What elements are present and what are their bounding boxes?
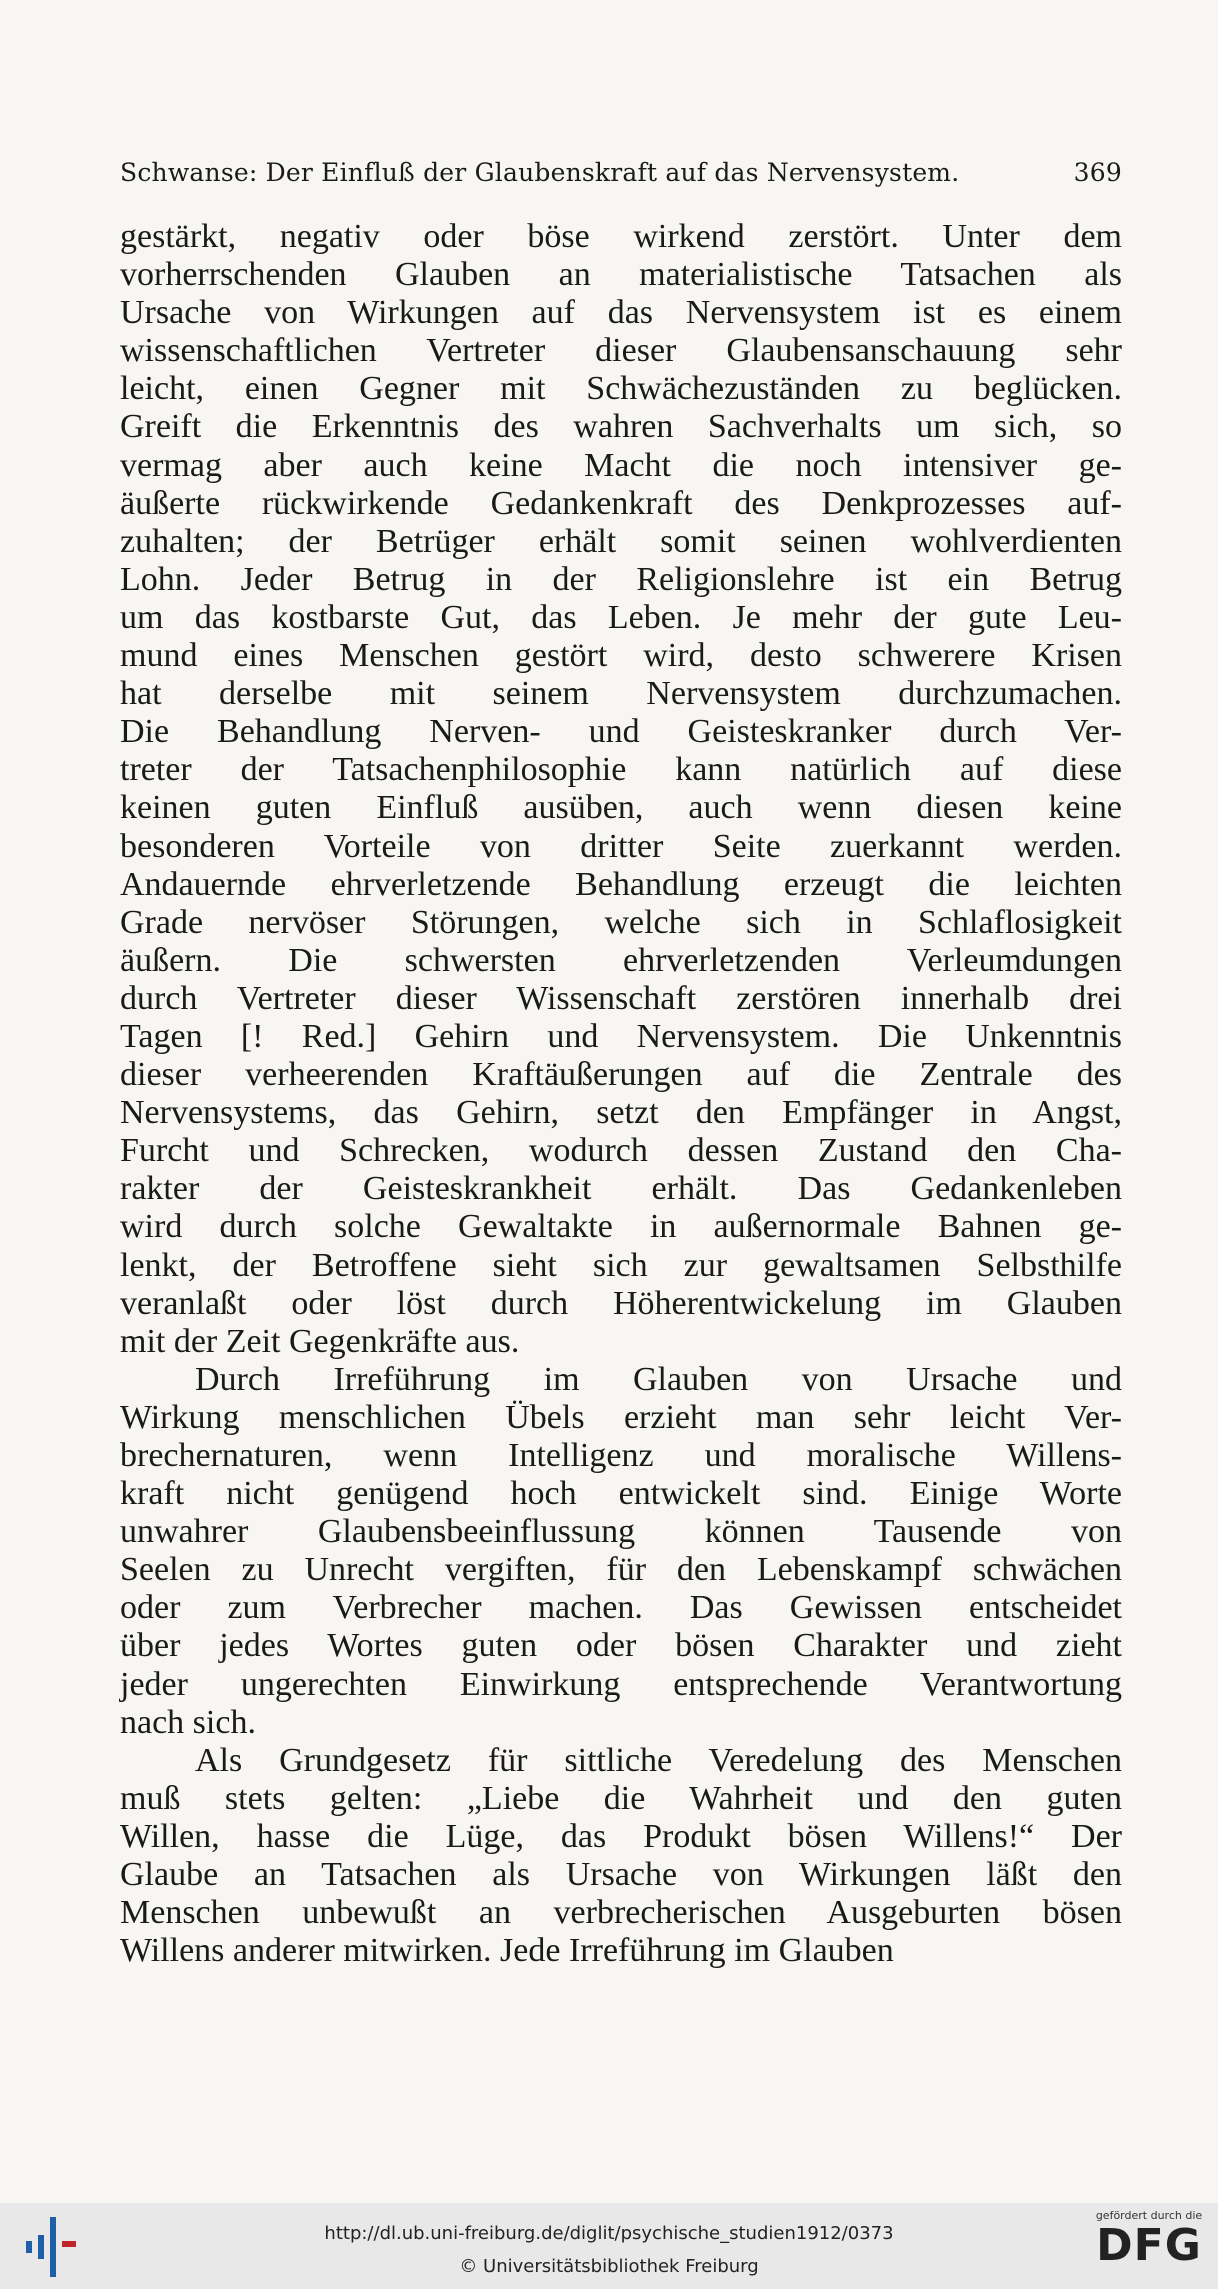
text-line: leicht, einen Gegner mit Schwächezuständen zu beglücken. — [120, 370, 1122, 408]
text-line: Willen, hasse die Lüge, das Produkt bösen Willens!“ Der — [120, 1817, 1122, 1855]
footer-url-link[interactable]: http://dl.ub.uni-freiburg.de/diglit/psychische_studien1912/0373 — [324, 2223, 894, 2244]
text-line: Glaube an Tatsachen als Ursache von Wirkungen läßt den — [120, 1856, 1122, 1894]
text-line: mund eines Menschen gestört wird, desto schwerere Krisen — [120, 637, 1122, 675]
text-line: muß stets gelten: „Liebe die Wahrheit und den guten — [120, 1779, 1122, 1817]
footer-bar — [0, 2203, 1218, 2289]
text-line: dieser verheerenden Kraftäußerungen auf die Zentrale des — [120, 1056, 1122, 1094]
text-line: wird durch solche Gewaltakte in außernormale Bahnen ge- — [120, 1208, 1122, 1246]
text-line: Seelen zu Unrecht vergiften, für den Lebenskampf schwächen — [120, 1551, 1122, 1589]
text-line: Nervensystems, das Gehirn, setzt den Empfänger in Angst, — [120, 1094, 1122, 1132]
text-line: mit der Zeit Gegenkräfte aus. — [120, 1322, 520, 1360]
text-line: jeder ungerechten Einwirkung entsprechende Verantwortung — [120, 1665, 1122, 1703]
text-line: um das kostbarste Gut, das Leben. Je mehr der gute Leu- — [120, 598, 1122, 636]
text-line: Menschen unbewußt an verbrecherischen Ausgeburten bösen — [120, 1894, 1122, 1932]
text-line: Grade nervöser Störungen, welche sich in Schlaflosigkeit — [120, 903, 1122, 941]
text-line: nach sich. — [120, 1703, 256, 1741]
text-line: Andauernde ehrverletzende Behandlung erzeugt die leichten — [120, 865, 1122, 903]
text-line: durch Vertreter dieser Wissenschaft zerstören innerhalb drei — [120, 979, 1122, 1017]
text-line: Ursache von Wirkungen auf das Nervensystem ist es einem — [120, 294, 1122, 332]
text-line: treter der Tatsachenphilosophie kann natürlich auf diese — [120, 751, 1122, 789]
running-header — [120, 158, 1122, 187]
text-line: lenkt, der Betroffene sieht sich zur gewaltsamen Selbsthilfe — [120, 1246, 1122, 1284]
text-line: Die Behandlung Nerven- und Geisteskranker durch Ver- — [120, 713, 1122, 751]
running-title: Schwanse: Der Einfluß der Glaubenskraft auf das Nervensystem. — [120, 158, 960, 187]
text-line: rakter der Geisteskrankheit erhält. Das Gedankenleben — [120, 1170, 1122, 1208]
text-line: zuhalten; der Betrüger erhält somit seinen wohlverdienten — [120, 522, 1122, 560]
text-line: Tagen [! Red.] Gehirn und Nervensystem. Die Unkenntnis — [120, 1017, 1122, 1055]
text-line: kraft nicht genügend hoch entwickelt sind. Einige Worte — [120, 1475, 1122, 1513]
text-line: Willens anderer mitwirken. Jede Irreführung im Glauben — [120, 1932, 894, 1970]
text-line: über jedes Wortes guten oder bösen Charakter und zieht — [120, 1627, 1122, 1665]
text-line: gestärkt, negativ oder böse wirkend zerstört. Unter dem — [120, 218, 1122, 255]
text-line: Als Grundgesetz für sittliche Veredelung des Menschen — [195, 1741, 1122, 1779]
text-line: vorherrschenden Glauben an materialistische Tatsachen als — [120, 256, 1122, 294]
text-line: Furcht und Schrecken, wodurch dessen Zustand den Cha- — [120, 1132, 1122, 1170]
text-line: äußern. Die schwersten ehrverletzenden Verleumdungen — [120, 941, 1122, 979]
text-line: hat derselbe mit seinem Nervensystem durchzumachen. — [120, 675, 1122, 713]
text-line: unwahrer Glaubensbeeinflussung können Tausende von — [120, 1513, 1122, 1551]
text-line: oder zum Verbrecher machen. Das Gewissen entscheidet — [120, 1589, 1122, 1627]
text-line: veranlaßt oder löst durch Höherentwickelung im Glauben — [120, 1284, 1122, 1322]
text-line: Greift die Erkenntnis des wahren Sachverhalts um sich, so — [120, 408, 1122, 446]
footer-copyright: © Universitätsbibliothek Freiburg — [459, 2256, 759, 2277]
text-line: besonderen Vorteile von dritter Seite zuerkannt werden. — [120, 827, 1122, 865]
text-line: keinen guten Einfluß ausüben, auch wenn diesen keine — [120, 789, 1122, 827]
dfg-logo — [1094, 2209, 1204, 2270]
text-line: vermag aber auch keine Macht die noch intensiver ge- — [120, 446, 1122, 484]
text-line: brechernaturen, wenn Intelligenz und moralische Willens- — [120, 1437, 1122, 1474]
text-line: wissenschaftlichen Vertreter dieser Glaubensanschauung sehr — [120, 332, 1122, 370]
dfg-logo-text: DFG — [1096, 2220, 1202, 2271]
body-text — [120, 218, 1122, 1970]
text-line: Durch Irreführung im Glauben von Ursache und — [195, 1360, 1122, 1398]
text-line: Wirkung menschlichen Übels erzieht man sehr leicht Ver- — [120, 1398, 1122, 1436]
page-number: 369 — [1073, 158, 1122, 187]
dfg-sponsor-label: gefördert durch die — [1095, 2209, 1203, 2222]
text-line: äußerte rückwirkende Gedankenkraft des Denkprozesses auf- — [120, 484, 1122, 522]
text-line: Lohn. Jeder Betrug in der Religionslehre ist ein Betrug — [120, 560, 1122, 598]
